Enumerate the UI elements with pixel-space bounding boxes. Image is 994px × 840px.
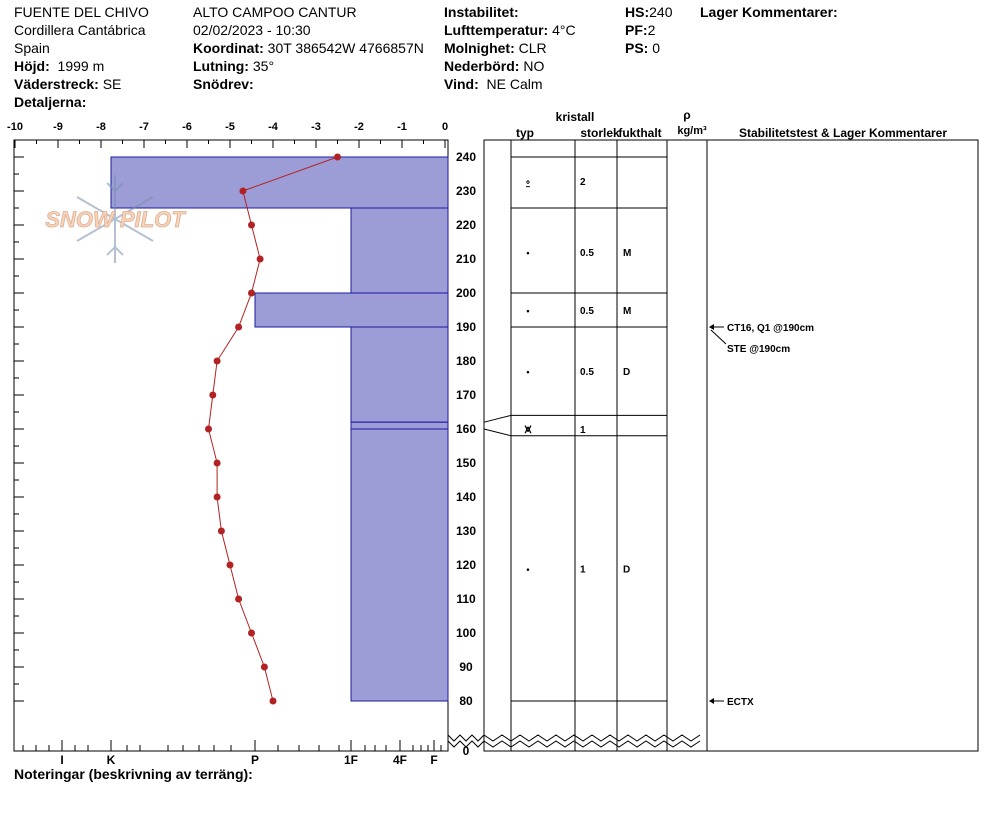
height-tick-label: 240 [455, 150, 477, 164]
temperature-point [205, 426, 212, 433]
hardness-label-4F: 4F [392, 753, 408, 767]
grain-size: 0.5 [580, 306, 594, 317]
temperature-point [261, 664, 268, 671]
height-tick-label: 230 [455, 184, 477, 198]
temperature-point [218, 528, 225, 535]
logo-text: SNOW PILOT [45, 207, 185, 232]
hs-label: HS: [625, 4, 650, 20]
hardness-bar-0 [111, 157, 448, 208]
cloud-label: Molnighet: [444, 40, 515, 56]
hardness-layers [111, 157, 448, 701]
site-name: ALTO CAMPOO CANTUR [193, 4, 357, 20]
header-density-unit: kg/m³ [677, 125, 707, 137]
country: Spain [14, 40, 50, 56]
airtemp-label: Lufttemperatur: [444, 22, 549, 38]
temperature-point [270, 698, 277, 705]
hardness-label-K: K [106, 753, 116, 767]
coordinate-label: Koordinat: [193, 40, 264, 56]
height-tick-label: 100 [455, 626, 477, 640]
height-tick-label: 130 [455, 524, 477, 538]
hardness-label-1F: 1F [343, 753, 359, 767]
hardness-label-F: F [430, 753, 438, 767]
temperature-point [214, 460, 221, 467]
header-moisture: fukthalt [618, 126, 662, 140]
hardness-label-I: I [60, 753, 64, 767]
pf-value: 2 [647, 22, 656, 38]
layer-table-frame [484, 140, 978, 751]
height-tick-label: 210 [455, 252, 477, 266]
ps-value: 0 [652, 40, 661, 56]
slope-label: Lutning: [193, 58, 249, 74]
temp-tick-label: -7 [139, 121, 149, 133]
height-tick-label: 150 [455, 456, 477, 470]
wind-label: Vind: [444, 76, 479, 92]
slope-value: 35° [252, 58, 275, 74]
stability-arrow [709, 324, 714, 330]
aspect-value: SE [102, 76, 122, 92]
hardness-bar-2 [255, 293, 448, 327]
hardness-bar-3 [351, 327, 448, 422]
aspect-label: Väderstreck: [14, 76, 99, 92]
height-tick-label: 160 [455, 422, 477, 436]
temp-tick-label: -5 [225, 121, 235, 133]
header-size: storlek [580, 126, 620, 140]
height-tick-label: 0 [462, 744, 470, 758]
cloud-value: CLR [518, 40, 547, 56]
temp-tick-label: -10 [7, 121, 23, 133]
grain-type-icon-rounded: • [526, 248, 530, 259]
grain-type-icon-rounding-faceted: ⍛ [524, 173, 532, 188]
header-stability: Stabilitetstest & Lager Kommentarer [738, 126, 948, 140]
temperature-point [235, 596, 242, 603]
break-zigzag-right [484, 735, 700, 747]
height-tick-label: 140 [455, 490, 477, 504]
temperature-point [239, 188, 246, 195]
elevation-value: 1999 m [57, 58, 105, 74]
temp-tick-label: 0 [441, 121, 449, 133]
layer-comments-label: Lager Kommentarer: [700, 4, 838, 20]
height-tick-label: 110 [456, 592, 476, 606]
hs-value: 240 [649, 4, 673, 20]
drift-label: Snödrev: [193, 76, 254, 92]
grain-type-icon-rounded: • [526, 306, 530, 316]
grain-size: 0.5 [580, 248, 594, 260]
moisture: D [623, 367, 631, 379]
temp-tick-label: -8 [96, 121, 106, 133]
wind-value: NE Calm [486, 76, 543, 92]
temp-tick-label: -1 [397, 121, 407, 133]
height-tick-label: 190 [455, 320, 477, 334]
ps-label: PS: [625, 40, 649, 56]
temperature-point [257, 256, 264, 263]
hardness-bar-4 [351, 422, 448, 429]
precip-label: Nederbörd: [444, 58, 520, 74]
height-tick-label: 180 [455, 354, 477, 368]
temperature-profile-line [209, 157, 338, 701]
grain-size: 2 [580, 176, 586, 188]
precip-value: NO [523, 58, 545, 74]
header-crystal: kristall [555, 110, 595, 124]
mountain-range: Cordillera Cantábrica [14, 22, 146, 38]
temperature-point [209, 392, 216, 399]
height-tick-label: 90 [459, 660, 473, 674]
airtemp-value: 4°C [552, 22, 576, 38]
stability-test-label: ECTX [727, 697, 754, 708]
hardness-bar-1 [351, 208, 448, 293]
temperature-line [205, 154, 341, 705]
moisture: M [623, 306, 632, 317]
elevation-label: Höjd: [14, 58, 50, 74]
grain-type-icon-surface-hoar: ⩙ [524, 422, 532, 436]
moisture: D [623, 564, 631, 576]
header-rho: ρ [683, 108, 691, 122]
instability-label: Instabilitet: [444, 4, 519, 20]
height-tick-label: 200 [455, 286, 477, 300]
location-name: FUENTE DEL CHIVO [14, 4, 149, 20]
layer-table [484, 108, 947, 751]
temperature-point [248, 222, 255, 229]
temp-tick-label: -9 [53, 121, 63, 133]
temp-tick-label: -3 [311, 121, 321, 133]
pf-label: PF: [625, 22, 648, 38]
stability-test-label: CT16, Q1 @190cm [727, 323, 815, 334]
grain-type-icon-rounded: • [526, 564, 530, 575]
temp-tick-label: -6 [182, 121, 192, 133]
hardness-label-P: P [250, 753, 260, 767]
temperature-point [248, 290, 255, 297]
grain-size: 0.5 [580, 367, 594, 379]
temperature-point [235, 324, 242, 331]
temperature-point [248, 630, 255, 637]
height-tick-label: 220 [455, 218, 477, 232]
temp-tick-label: -4 [268, 121, 278, 133]
stability-leader [711, 330, 726, 344]
thin-layer-connector [484, 415, 511, 435]
temp-tick-label: -2 [354, 121, 364, 133]
height-tick-label: 170 [455, 388, 477, 402]
temperature-point [214, 494, 221, 501]
grain-size: 1 [580, 425, 586, 436]
stability-arrow [709, 698, 714, 704]
header-type: typ [516, 126, 534, 140]
stability-test-label: STE @190cm [727, 344, 791, 355]
observation-datetime: 02/02/2023 - 10:30 [193, 22, 311, 38]
coordinate-value: 30T 386542W 4766857N [267, 40, 424, 56]
height-tick-label: 120 [455, 558, 477, 572]
grain-size: 1 [580, 564, 586, 576]
details-label: Detaljerna: [14, 94, 87, 110]
temperature-point [334, 154, 341, 161]
temperature-point [227, 562, 234, 569]
height-tick-label: 80 [459, 694, 473, 708]
hardness-bar-5 [351, 429, 448, 701]
moisture: M [623, 248, 632, 260]
terrain-notes-label: Noteringar (beskrivning av terräng): [14, 766, 253, 782]
grain-type-icon-rounded: • [526, 367, 530, 378]
temperature-point [214, 358, 221, 365]
